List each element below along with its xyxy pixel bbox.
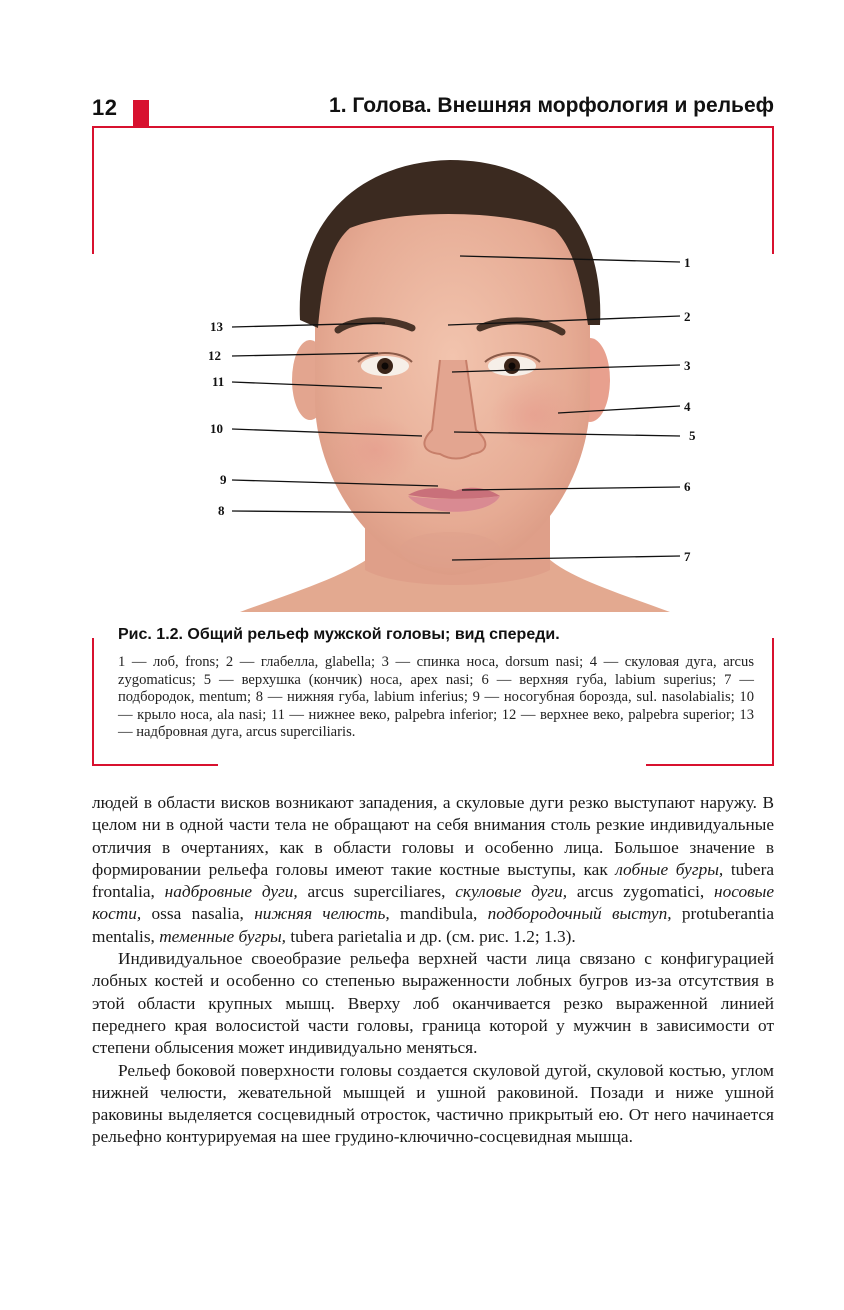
frame-bottom-right [646,764,774,766]
figure-label-3: 3 [684,358,691,373]
frame-left-bottom [92,638,94,766]
figure-label-11: 11 [212,374,225,389]
figure-label-4: 4 [684,399,691,414]
figure-label-10: 10 [210,421,223,436]
paragraph-1: людей в области висков возникают западения, а скуловые дуги резко выступают наружу. В целом ни в одной части тела не обращают на себя внимания столь резкие индивидуальные отличия в очертаниях, как в области головы и особенно лица. Большое значение в формировании рельефа головы имеют такие костные выступы, как лобные бугры, tubera frontalia, надбровные дуги, arcus superciliares, скуловые дуги, arcus zygomatici, носовые кости, ossa nasalia, нижняя челюсть, mandibula, подбородочный выступ, protuberantia mentalis, теменные бугры, tubera parietalia и др. (см. рис. 1.2; 1.3). [92,793,774,946]
page-number: 12 [92,95,118,120]
body-text [92,792,774,1149]
figure-label-13: 13 [210,319,223,334]
paragraph-3: Рельеф боковой поверхности головы создается скуловой дугой, скуловой костью, углом нижней челюсти, жевательной мышцей и ушной раковиной. Позади и ниже ушной раковины выделяется сосцевидный отросток, частично прикрытый ею. От него начинается рельефно контурируемая на шее грудино-ключично-сосцевидная мышца. [92,1060,774,1147]
figure-label-8: 8 [218,503,225,518]
chapter-title: 1. Голова. Внешняя морфология и рельеф [329,94,774,117]
figure-label-6: 6 [684,479,691,494]
paragraph-2: Индивидуальное своеобразие рельефа верхней части лица связано с конфигурацией лобных костей и особенно со степенью выраженности лобных бугров из-за отсутствия в этой области крупных мышц. Вверху лоб оканчивается резко выраженной линией переднего края волосистой части головы, граница которой у мужчин в зависимости от степени облысения может индивидуально меняться. [92,949,774,1058]
frame-right-top [772,126,774,254]
frame-bottom-left [92,764,218,766]
figure-label-5: 5 [689,428,696,443]
figure-label-9: 9 [220,472,227,487]
figure-label-1: 1 [684,255,691,270]
header-rule [92,126,774,128]
head-figure [150,150,696,612]
header-red-marker [133,100,149,128]
figure-label-12: 12 [208,348,221,363]
figure-caption-title: Рис. 1.2. Общий рельеф мужской головы; вид спереди. [118,626,560,643]
frame-left-top [92,126,94,254]
frame-right-bottom [772,638,774,766]
figure-caption-body: 1 — лоб, frons; 2 — глабелла, glabella; 3 — спинка носа, dorsum nasi; 4 — скуловая дуга, arcus zygomaticus; 5 — верхушка (кончик) носа, apex nasi; 6 — верхняя губа, labium superius; 7 — подбородок, mentum; 8 — нижняя губа, labium inferius; 9 — носогубная борозда, sul. nasolabialis; 10 — крыло носа, ala nasi; 11 — нижнее веко, palpebra inferior; 12 — верхнее веко, palpebra superior; 13 — надбровная дуга, arcus superciliaris. [118,654,754,741]
figure-label-7: 7 [684,549,691,564]
figure-label-2: 2 [684,309,691,324]
